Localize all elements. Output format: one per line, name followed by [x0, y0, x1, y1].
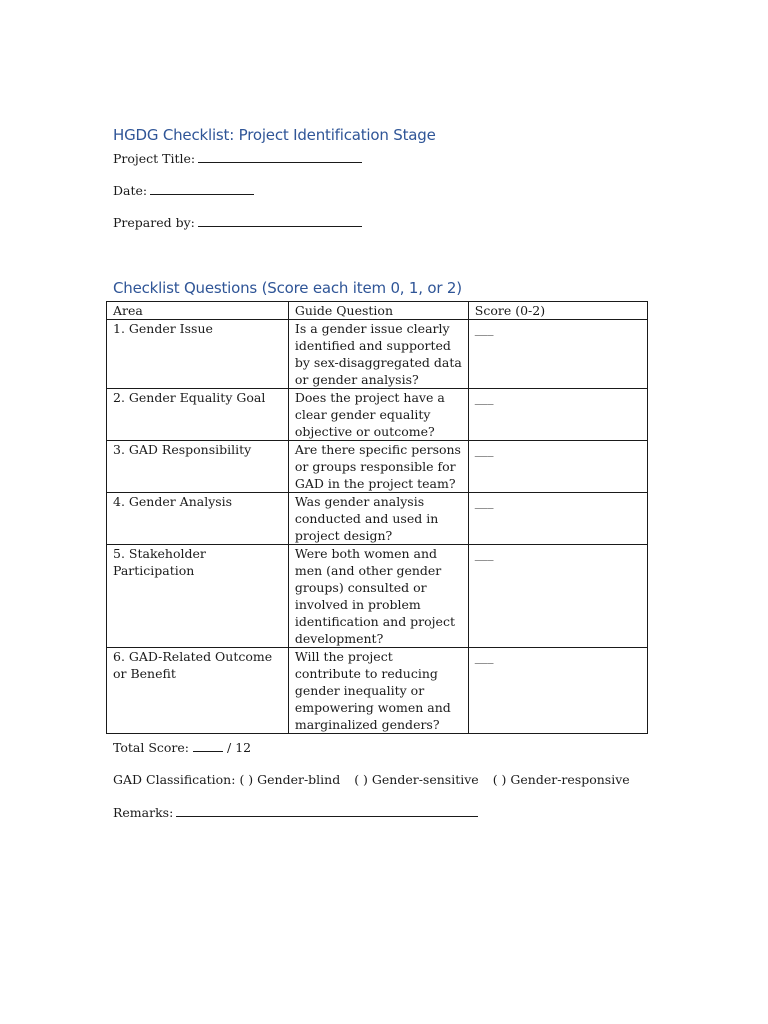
date-label: Date: [113, 183, 148, 198]
section-title: Checklist Questions (Score each item 0, 1, or 2) [113, 279, 462, 297]
total-score-out-of: / 12 [227, 740, 252, 755]
table-row [107, 545, 648, 648]
question-cell: Does the project have a clear gender equality objective or outcome? [288, 389, 468, 441]
prepared-by-blank[interactable] [198, 214, 362, 227]
score-cell[interactable] [468, 389, 647, 441]
header-area: Area [107, 302, 289, 320]
question-cell: Are there specific persons or groups responsible for GAD in the project team? [288, 441, 468, 493]
option-gender-responsive[interactable]: ( ) Gender-responsive [492, 772, 630, 787]
score-blank[interactable]: ___ [474, 442, 494, 457]
table-row [107, 320, 648, 389]
option-gender-sensitive[interactable]: ( ) Gender-sensitive [354, 772, 479, 787]
table-row [107, 493, 648, 545]
prepared-by-field [113, 214, 362, 230]
table-row [107, 648, 648, 734]
score-blank[interactable]: ___ [474, 546, 494, 561]
project-title-blank[interactable] [198, 150, 362, 163]
score-cell[interactable] [468, 320, 647, 389]
project-title-field [113, 150, 362, 166]
gad-classification-field [113, 772, 630, 787]
prepared-by-label: Prepared by: [113, 215, 195, 230]
remarks-label: Remarks: [113, 805, 174, 820]
total-score-blank[interactable] [193, 742, 223, 752]
score-blank[interactable]: ___ [474, 494, 494, 509]
area-cell: 4. Gender Analysis [107, 493, 289, 545]
score-cell[interactable] [468, 545, 647, 648]
score-blank[interactable]: ___ [474, 649, 494, 664]
question-cell: Will the project contribute to reducing gender inequality or empowering women and marginalized genders? [288, 648, 468, 734]
question-cell: Is a gender issue clearly identified and supported by sex-disaggregated data or gender analysis? [288, 320, 468, 389]
header-guide-question: Guide Question [288, 302, 468, 320]
score-cell[interactable] [468, 493, 647, 545]
table-header-row [107, 302, 648, 320]
area-cell: 3. GAD Responsibility [107, 441, 289, 493]
document-title: HGDG Checklist: Project Identification Stage [113, 126, 436, 144]
table-row [107, 441, 648, 493]
score-blank[interactable]: ___ [474, 321, 494, 336]
gad-classification-label: GAD Classification: [113, 772, 236, 787]
date-field [113, 182, 254, 198]
total-score-label: Total Score: [113, 740, 190, 755]
date-blank[interactable] [150, 182, 254, 195]
project-title-label: Project Title: [113, 151, 196, 166]
score-blank[interactable]: ___ [474, 390, 494, 405]
question-cell: Were both women and men (and other gender groups) consulted or involved in problem identification and project development? [288, 545, 468, 648]
area-cell: 1. Gender Issue [107, 320, 289, 389]
area-cell: 5. Stakeholder Participation [107, 545, 289, 648]
header-score: Score (0-2) [468, 302, 647, 320]
remarks-field [113, 804, 478, 820]
table-row [107, 389, 648, 441]
score-cell[interactable] [468, 648, 647, 734]
total-score-field [113, 740, 251, 755]
area-cell: 2. Gender Equality Goal [107, 389, 289, 441]
remarks-blank[interactable] [176, 804, 478, 817]
checklist-table [106, 301, 648, 734]
question-cell: Was gender analysis conducted and used in project design? [288, 493, 468, 545]
option-gender-blind[interactable]: ( ) Gender-blind [239, 772, 341, 787]
area-cell: 6. GAD-Related Outcome or Benefit [107, 648, 289, 734]
score-cell[interactable] [468, 441, 647, 493]
